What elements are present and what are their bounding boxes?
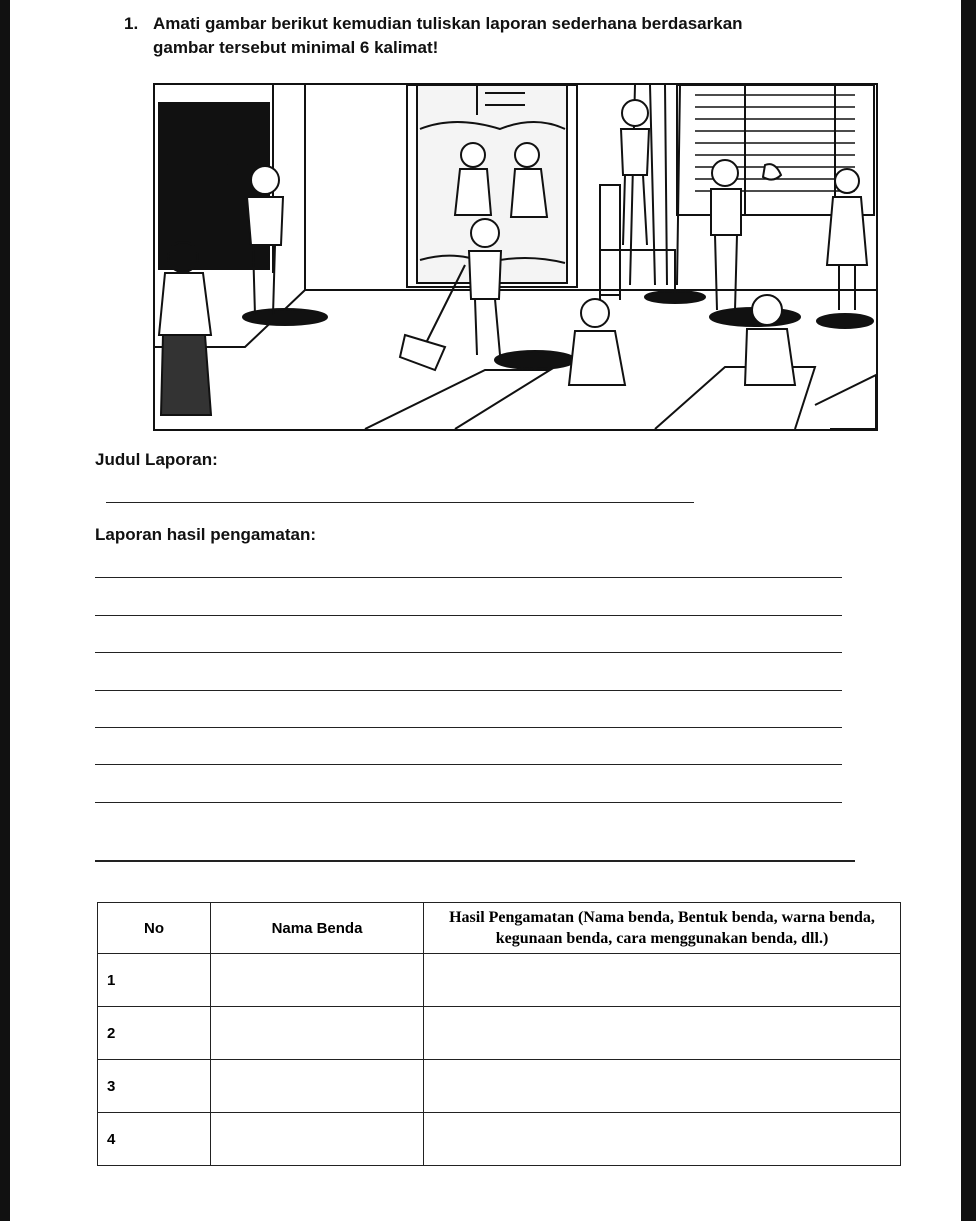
- table-row: [98, 1007, 901, 1060]
- report-title-answer-line[interactable]: [106, 502, 694, 503]
- report-answer-line[interactable]: [95, 860, 855, 862]
- classroom-cleaning-drawing: [155, 85, 876, 429]
- table-row: [98, 1113, 901, 1166]
- report-body-label: Laporan hasil pengamatan:: [95, 525, 317, 544]
- observation-result-cell[interactable]: [424, 1060, 901, 1113]
- observation-result-cell[interactable]: [424, 1113, 901, 1166]
- header-no: No: [98, 903, 211, 954]
- report-answer-line[interactable]: [95, 652, 842, 653]
- report-answer-line[interactable]: [95, 802, 842, 803]
- observation-result-cell[interactable]: [424, 1007, 901, 1060]
- observation-table: [97, 902, 901, 1166]
- report-answer-line[interactable]: [95, 764, 842, 765]
- report-title-label: Judul Laporan:: [95, 450, 218, 469]
- report-answer-line[interactable]: [95, 615, 842, 616]
- table-header-row: [98, 903, 901, 954]
- header-observation-result: Hasil Pengamatan (Nama benda, Bentuk benda, warna benda, kegunaan benda, cara menggunakan benda, dll.): [424, 903, 901, 954]
- row-number: 1: [98, 954, 211, 1007]
- object-name-cell[interactable]: [211, 1060, 424, 1113]
- table-row: [98, 1060, 901, 1113]
- worksheet-page: [10, 0, 961, 1221]
- row-number: 3: [98, 1060, 211, 1113]
- object-name-cell[interactable]: [211, 954, 424, 1007]
- classroom-cleaning-illustration: [153, 83, 878, 431]
- header-object-name: Nama Benda: [211, 903, 424, 954]
- report-answer-line[interactable]: [95, 577, 842, 578]
- row-number: 2: [98, 1007, 211, 1060]
- object-name-cell[interactable]: [211, 1007, 424, 1060]
- table-row: [98, 954, 901, 1007]
- question-text: Amati gambar berikut kemudian tuliskan laporan sederhana berdasarkan gambar tersebut minimal 6 kalimat!: [153, 14, 743, 57]
- question-number: 1.: [124, 14, 139, 33]
- report-answer-line[interactable]: [95, 690, 842, 691]
- observation-result-cell[interactable]: [424, 954, 901, 1007]
- object-name-cell[interactable]: [211, 1113, 424, 1166]
- row-number: 4: [98, 1113, 211, 1166]
- report-answer-line[interactable]: [95, 727, 842, 728]
